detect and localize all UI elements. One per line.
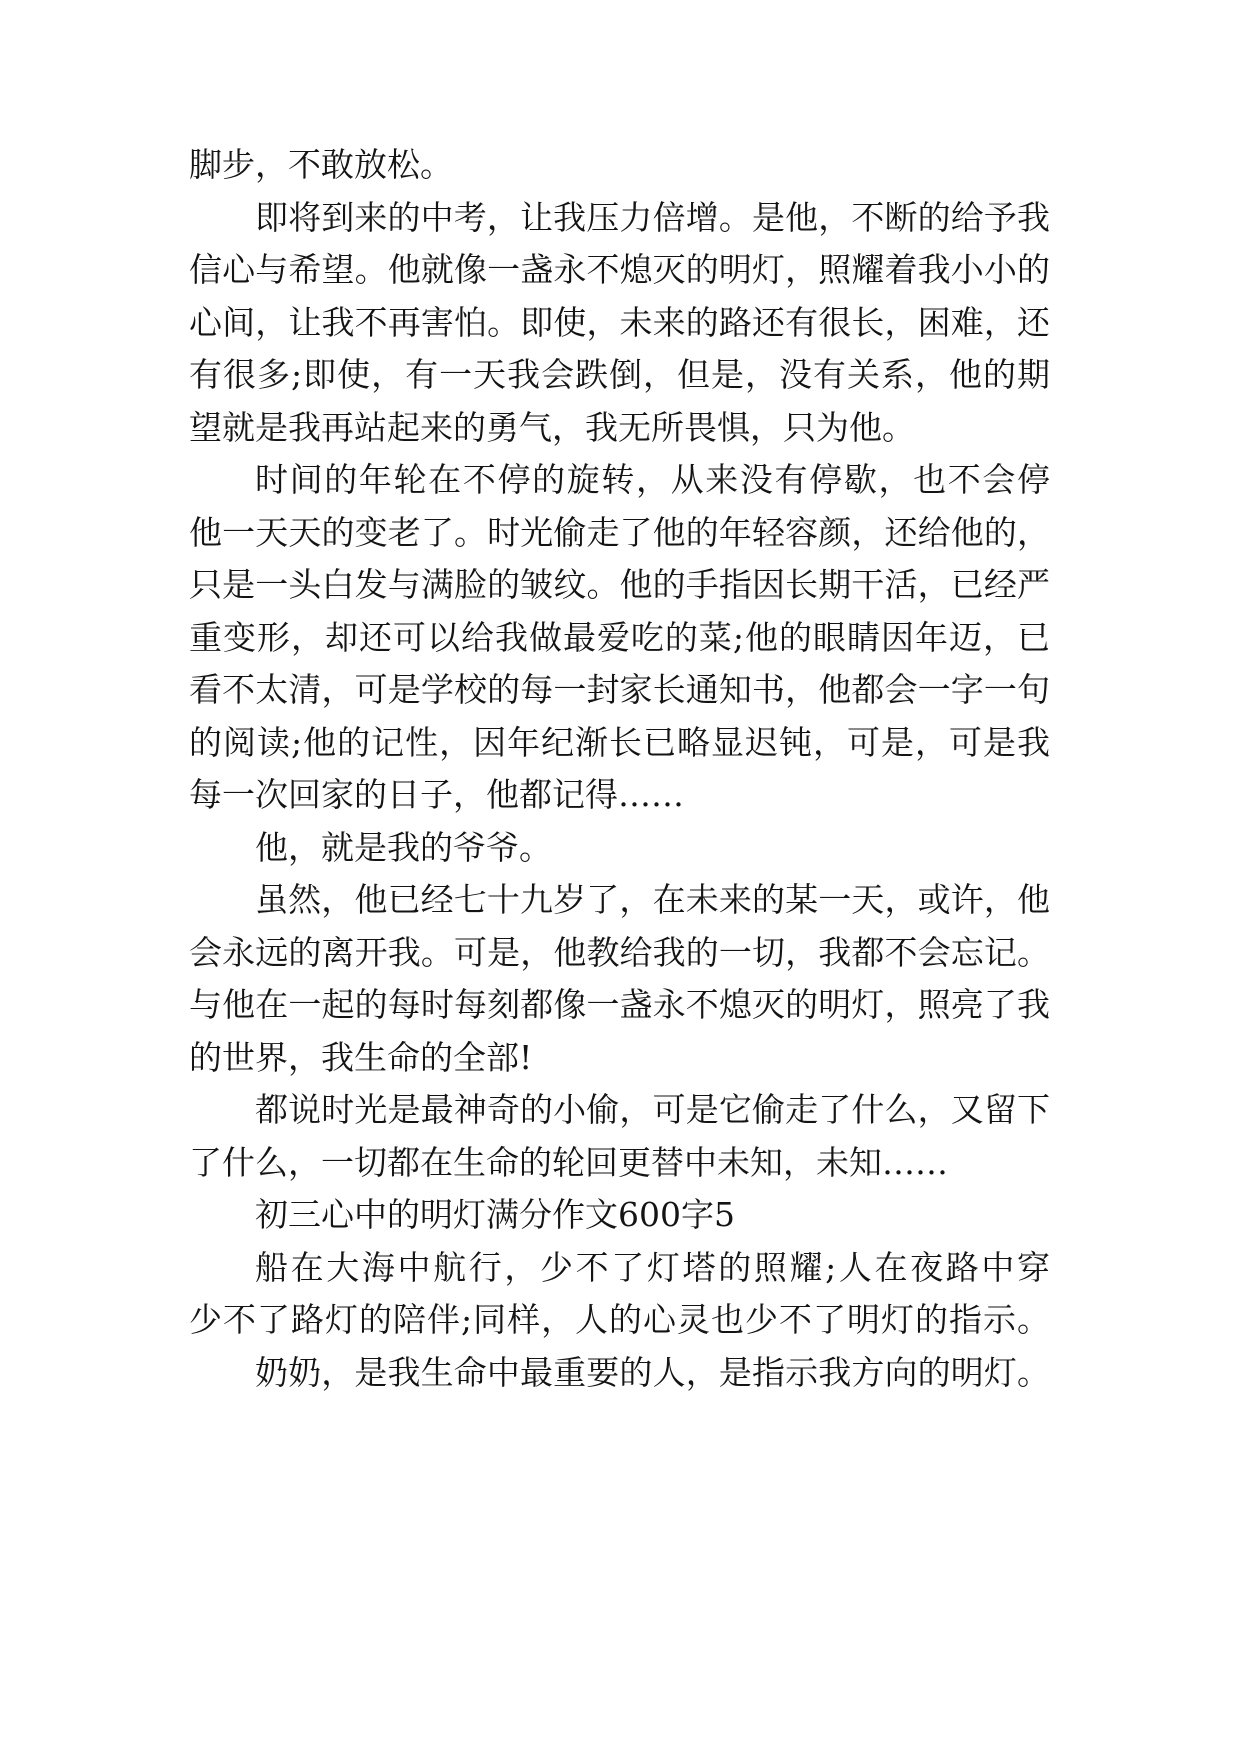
paragraph — [189, 454, 1050, 822]
document-body — [189, 139, 1050, 1399]
section-heading — [189, 1189, 1050, 1242]
text-line: 信心与希望。他就像一盏永不熄灭的明灯，照耀着我小小的 — [189, 250, 1050, 289]
text-line: 了什么，一切都在生命的轮回更替中未知，未知…… — [189, 1142, 948, 1182]
text-line: 望就是我再站起来的勇气，我无所畏惧，只为他。 — [189, 407, 915, 447]
text-line: 与他在一起的每时每刻都像一盏永不熄灭的明灯，照亮了我 — [189, 985, 1050, 1024]
paragraph — [189, 1347, 1050, 1400]
paragraph — [189, 192, 1050, 455]
text-line: 看不太清，可是学校的每一封家长通知书，他都会一字一句 — [189, 670, 1050, 709]
text-line: 心间，让我不再害怕。即使，未来的路还有很长，困难，还 — [189, 302, 1050, 342]
paragraph — [189, 822, 1050, 875]
text-line: 每一次回家的日子，他都记得…… — [189, 775, 684, 814]
text-line: 时间的年轮在不停的旋转，从来没有停歇，也不会停 — [255, 460, 1050, 499]
text-line: 重变形，却还可以给我做最爱吃的菜;他的眼睛因年迈，已 — [189, 617, 1050, 657]
text-line: 奶奶，是我生命中最重要的人，是指示我方向的明灯。 — [255, 1352, 1050, 1392]
heading-line: 初三心中的明灯满分作文600字5 — [255, 1195, 735, 1234]
text-line: 都说时光是最神奇的小偷，可是它偷走了什么，又留下 — [255, 1090, 1050, 1129]
text-line: 船在大海中航行，少不了灯塔的照耀;人在夜路中穿 — [255, 1247, 1050, 1287]
text-line: 他一天天的变老了。时光偷走了他的年轻容颜，还给他的， — [189, 512, 1050, 552]
paragraph — [189, 1084, 1050, 1189]
text-line: 会永远的离开我。可是，他教给我的一切，我都不会忘记。 — [189, 932, 1050, 972]
text-line: 少不了路灯的陪伴;同样，人的心灵也少不了明灯的指示。 — [189, 1300, 1050, 1339]
text-line: 的世界，我生命的全部! — [189, 1037, 533, 1077]
paragraph — [189, 139, 1050, 192]
text-line: 有很多;即使，有一天我会跌倒，但是，没有关系，他的期 — [189, 355, 1050, 394]
paragraph — [189, 1242, 1050, 1347]
paragraph — [189, 874, 1050, 1084]
text-line: 虽然，他已经七十九岁了，在未来的某一天，或许，他 — [255, 880, 1050, 919]
text-line: 他，就是我的爷爷。 — [255, 827, 552, 867]
text-line: 即将到来的中考，让我压力倍增。是他，不断的给予我 — [255, 197, 1050, 237]
text-line: 的阅读;他的记性，因年纪渐长已略显迟钝，可是，可是我 — [189, 722, 1050, 762]
text-line: 只是一头白发与满脸的皱纹。他的手指因长期干活，已经严 — [189, 565, 1050, 604]
text-line: 脚步，不敢放松。 — [189, 145, 453, 184]
